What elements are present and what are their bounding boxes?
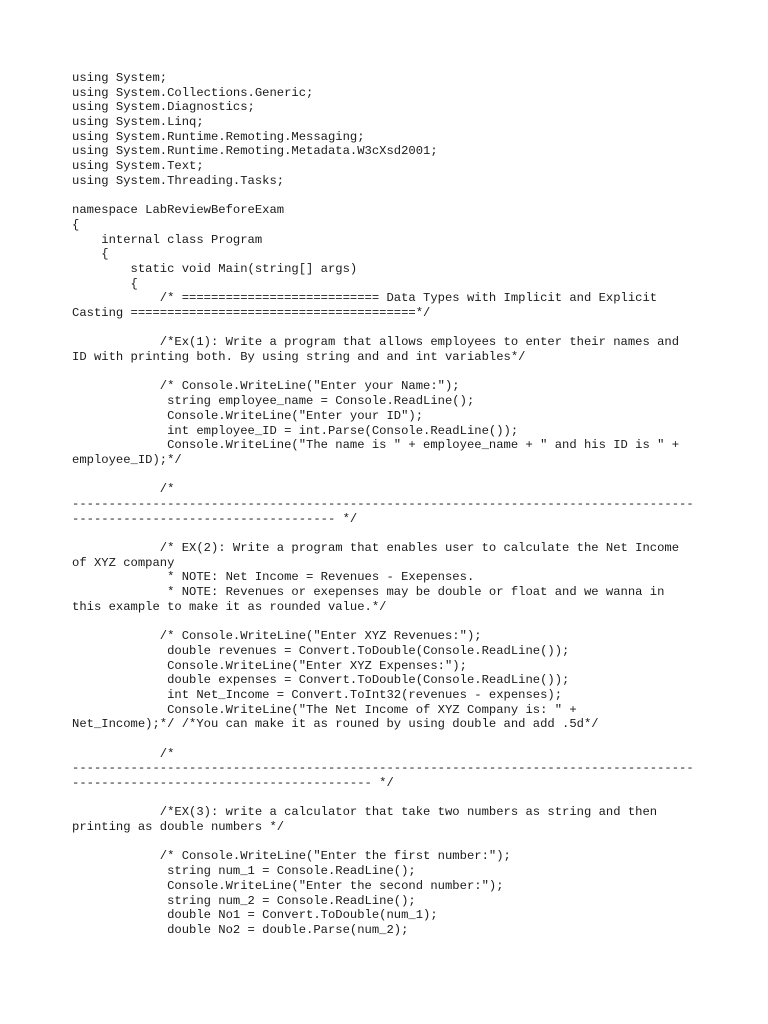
code-line: ------------------------------------------------------------------------------------- (72, 496, 694, 511)
code-line: double No2 = double.Parse(num_2); (72, 922, 409, 937)
code-line: using System.Threading.Tasks; (72, 173, 285, 188)
code-line: { (72, 217, 80, 232)
code-line: Console.WriteLine("Enter XYZ Expenses:"); (72, 658, 467, 673)
code-line: /* =========================== Data Types with Implicit and Explicit (72, 291, 658, 306)
code-line (72, 732, 702, 747)
code-line: double revenues = Convert.ToDouble(Console.ReadLine()); (72, 643, 570, 658)
code-line: { (72, 276, 138, 291)
code-line: ID with printing both. By using string and and int variables*/ (72, 350, 526, 365)
code-line: Console.WriteLine("Enter the second number:"); (72, 878, 504, 893)
code-line: ----------------------------------------- */ (72, 776, 394, 790)
code-listing (72, 71, 702, 938)
code-line: using System.Linq; (72, 115, 204, 130)
code-line (72, 468, 702, 483)
code-line: using System.Text; (72, 159, 204, 174)
code-line: using System.Collections.Generic; (72, 85, 314, 100)
code-line: printing as double numbers */ (72, 820, 285, 835)
code-line: internal class Program (72, 232, 263, 247)
code-line: double No1 = Convert.ToDouble(num_1); (72, 908, 438, 923)
code-line: { (72, 247, 109, 262)
code-line (72, 835, 702, 850)
code-line: ------------------------------------------------------------------------------------- (72, 761, 694, 776)
code-line: Console.WriteLine("The name is " + employee_name + " and his ID is " + (72, 438, 680, 453)
code-line: string employee_name = Console.ReadLine(); (72, 394, 475, 409)
code-line (72, 614, 702, 629)
code-line: Casting =======================================*/ (72, 306, 431, 320)
code-line: * NOTE: Net Income = Revenues - Exepenses. (72, 570, 475, 585)
code-line: /* Console.WriteLine("Enter XYZ Revenues:"); (72, 629, 482, 644)
code-line (72, 365, 702, 380)
code-line: double expenses = Convert.ToDouble(Console.ReadLine()); (72, 673, 570, 688)
code-line (72, 321, 702, 336)
code-line: this example to make it as rounded value.*/ (72, 599, 387, 614)
code-line (72, 526, 702, 541)
code-line: ------------------------------------ */ (72, 511, 358, 526)
code-line: using System.Diagnostics; (72, 100, 255, 115)
code-line: int employee_ID = int.Parse(Console.ReadLine()); (72, 423, 519, 438)
code-line: string num_2 = Console.ReadLine(); (72, 893, 416, 908)
code-line: string num_1 = Console.ReadLine(); (72, 864, 416, 879)
code-line: * NOTE: Revenues or exepenses may be double or float and we wanna in (72, 585, 665, 600)
code-line: employee_ID);*/ (72, 452, 182, 467)
code-line: Net_Income);*/ /*You can make it as rouned by using double and add .5d*/ (72, 717, 599, 732)
code-line: static void Main(string[] args) (72, 261, 358, 276)
code-line: /*Ex(1): Write a program that allows employees to enter their names and (72, 335, 680, 350)
code-line: using System.Runtime.Remoting.Metadata.W3cXsd2001; (72, 144, 438, 159)
code-line: /* (72, 482, 175, 497)
code-line: of XYZ company (72, 555, 175, 570)
code-line: namespace LabReviewBeforeExam (72, 203, 285, 218)
code-line: using System; (72, 71, 168, 85)
code-line: /* EX(2): Write a program that enables user to calculate the Net Income (72, 541, 680, 555)
code-line: Console.WriteLine("The Net Income of XYZ Company is: " + (72, 702, 577, 717)
code-line: /*EX(3): write a calculator that take two numbers as string and then (72, 805, 658, 820)
code-line: int Net_Income = Convert.ToInt32(revenues - expenses); (72, 687, 563, 702)
code-line: /* Console.WriteLine("Enter the first number:"); (72, 849, 511, 864)
code-line (72, 189, 702, 204)
code-line: using System.Runtime.Remoting.Messaging; (72, 129, 365, 144)
code-line (72, 791, 702, 806)
code-line: /* (72, 746, 175, 761)
code-line: /* Console.WriteLine("Enter your Name:"); (72, 379, 460, 394)
code-line: Console.WriteLine("Enter your ID"); (72, 408, 424, 423)
